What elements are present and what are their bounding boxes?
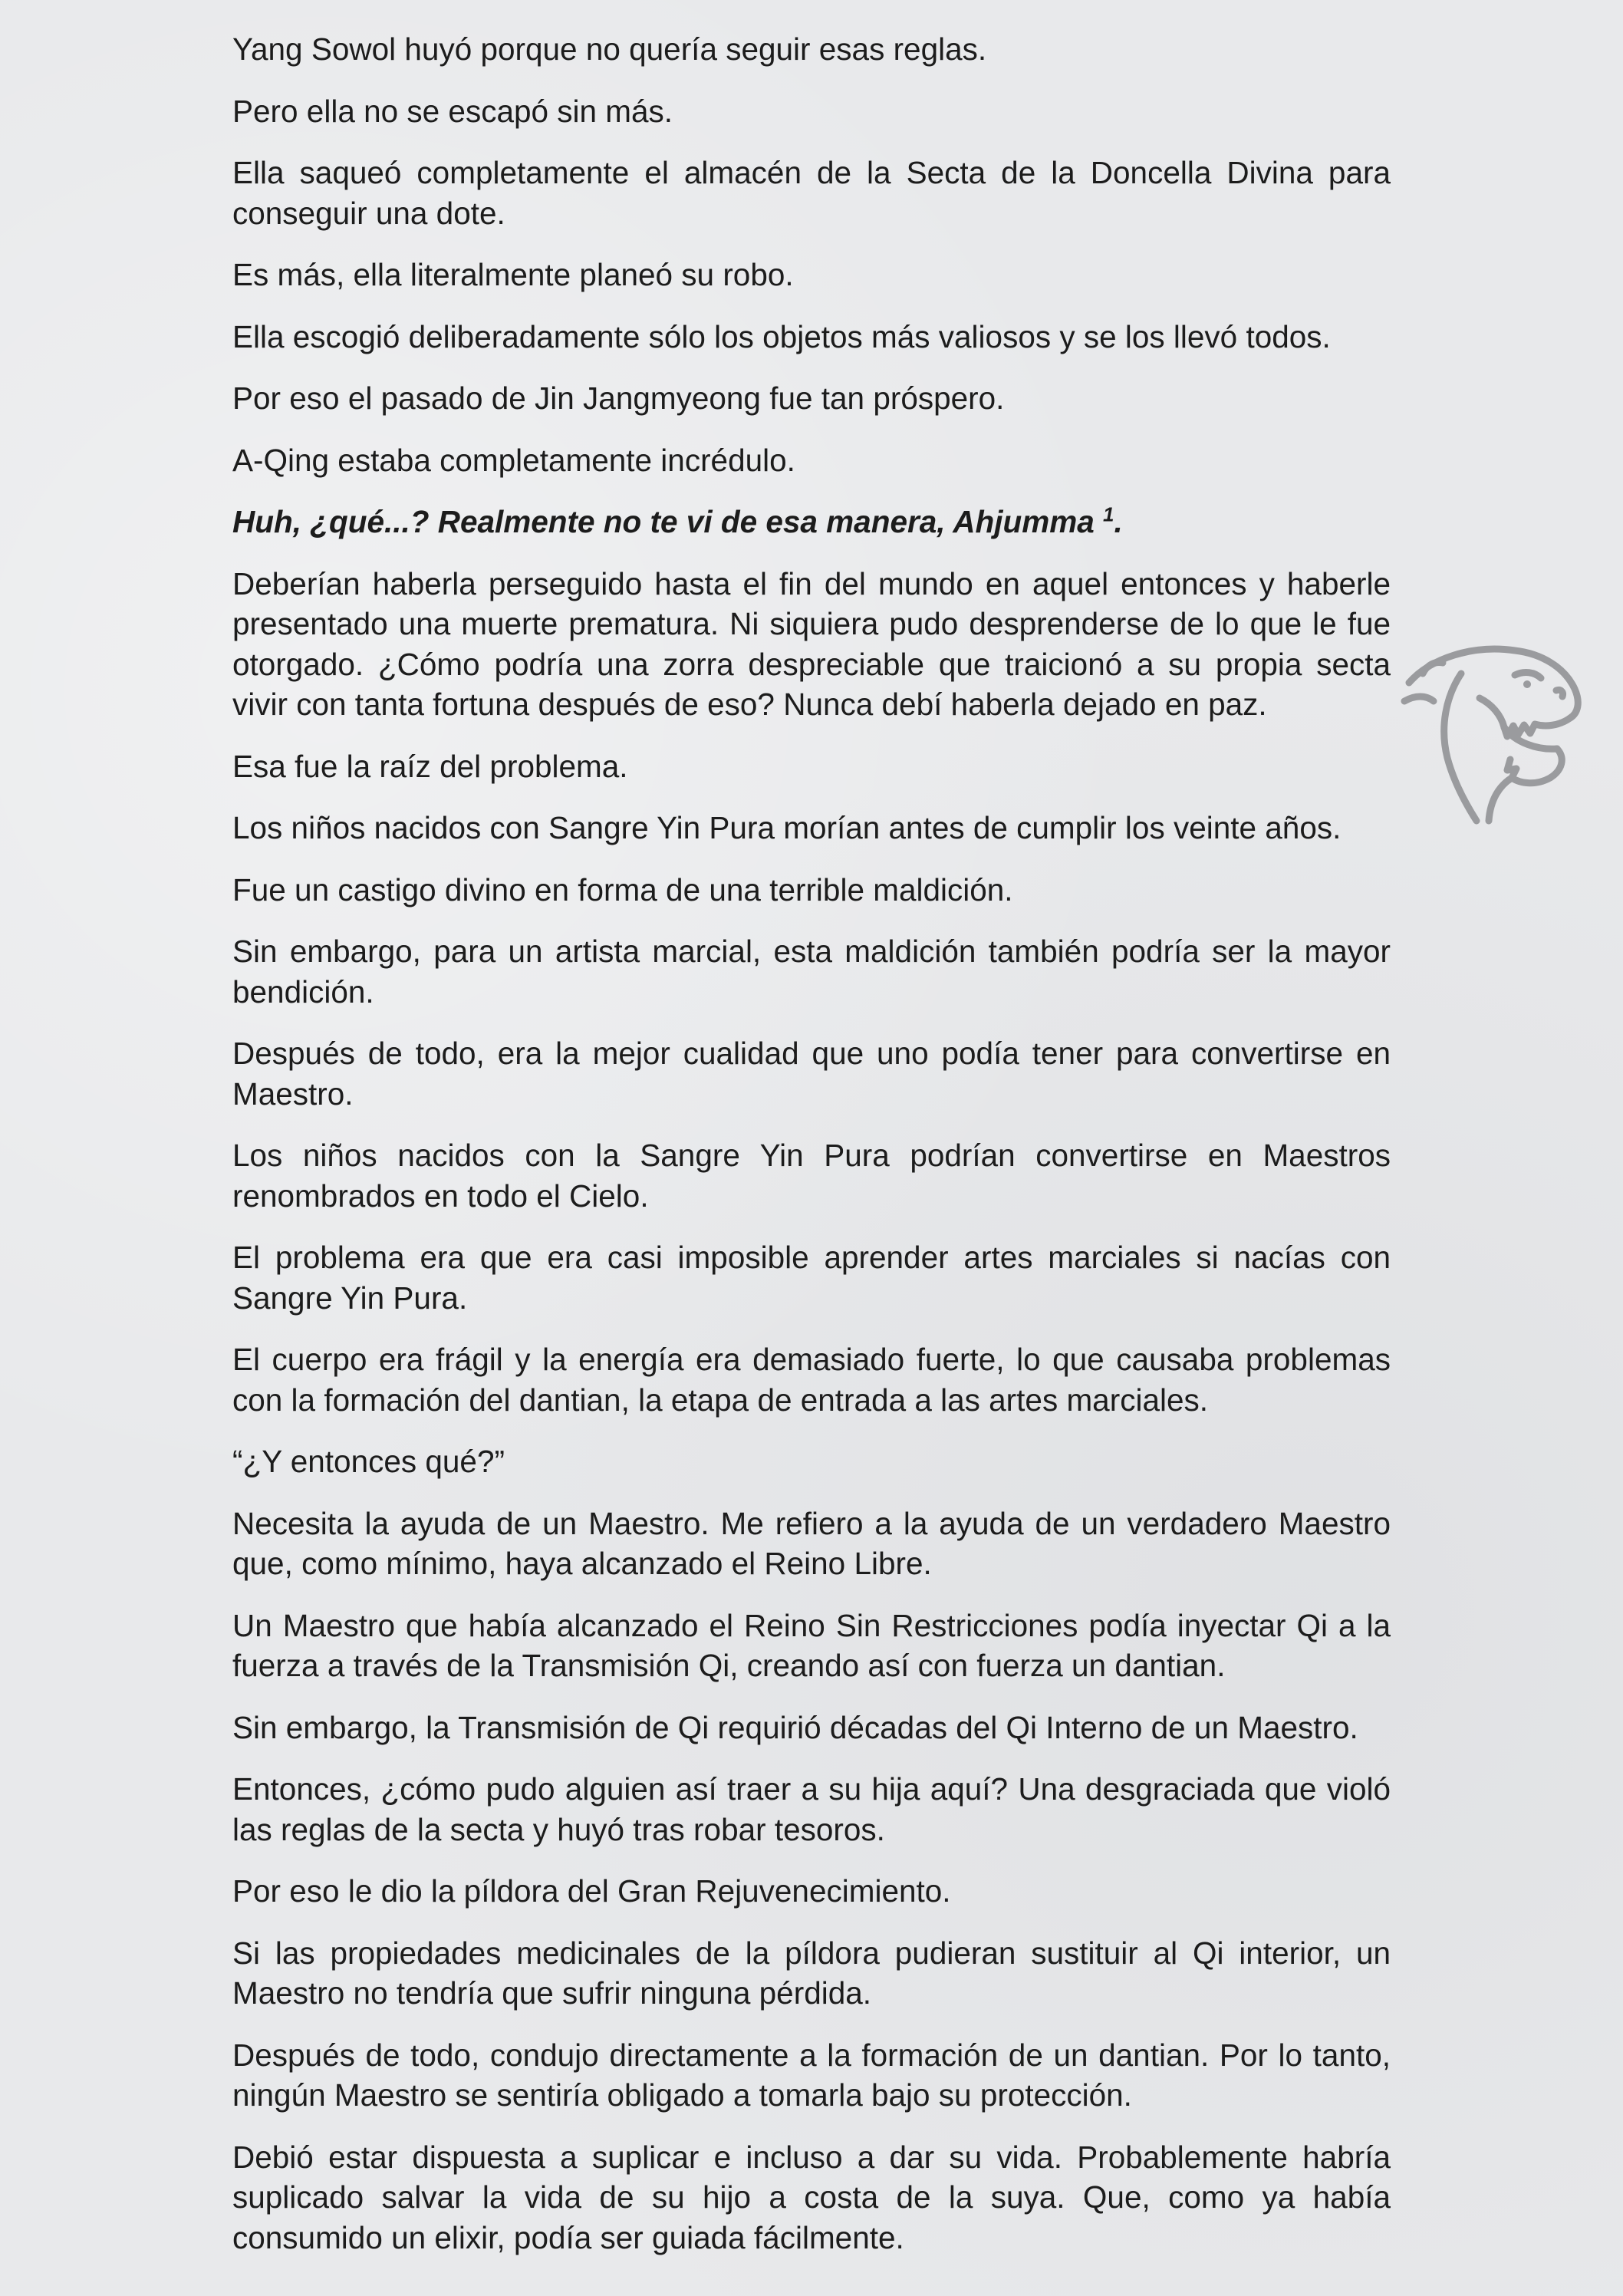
paragraph: Esa fue la raíz del problema. xyxy=(232,748,628,784)
footnote-reference[interactable]: 1 xyxy=(1103,502,1114,526)
paragraph: Un Maestro que había alcanzado el Reino Sin Restricciones podía inyectar Qi a la fuerza a través de la Transmisión Qi, creando así con fuerza un dantian. xyxy=(232,1607,1391,1683)
paragraph: Pero ella no se escapó sin más. xyxy=(232,93,673,129)
paragraph: El problema era que era casi imposible aprender artes marciales si nacías con Sangre Yin Pura. xyxy=(232,1240,1391,1316)
paragraph: Los niños nacidos con la Sangre Yin Pura podrían convertirse en Maestros renombrados en todo el Cielo. xyxy=(232,1138,1391,1214)
paragraph: El cuerpo era frágil y la energía era demasiado fuerte, lo que causaba problemas con la formación del dantian, la etapa de entrada a las artes marciales. xyxy=(232,1342,1391,1418)
paragraph: Yang Sowol huyó porque no quería seguir esas reglas. xyxy=(232,31,987,67)
paragraph: Por eso el pasado de Jin Jangmyeong fue tan próspero. xyxy=(232,380,1005,416)
paragraph: Por eso le dio la píldora del Gran Rejuvenecimiento. xyxy=(232,1873,951,1909)
paragraph: Sin embargo, la Transmisión de Qi requirió décadas del Qi Interno de un Maestro. xyxy=(232,1709,1358,1745)
paragraph: Ella escogió deliberadamente sólo los objetos más valiosos y se los llevó todos. xyxy=(232,318,1331,354)
text-body xyxy=(232,29,1391,2279)
paragraph: Sin embargo, para un artista marcial, esta maldición también podría ser la mayor bendición. xyxy=(232,934,1391,1010)
thought-paragraph xyxy=(232,502,1391,542)
paragraph: A-Qing estaba completamente incrédulo. xyxy=(232,442,795,478)
paragraph: Entonces, ¿cómo pudo alguien así traer a su hija aquí? Una desgraciada que violó las reglas de la secta y huyó tras robar tesoros. xyxy=(232,1771,1391,1847)
paragraph: Debió estar dispuesta a suplicar e incluso a dar su vida. Probablemente habría suplicado salvar la vida de su hijo a costa de la suya. Que, como ya había consumido un elixir, podía ser guiada fácilmente. xyxy=(232,2139,1391,2255)
paragraph: Después de todo, era la mejor cualidad que uno podía tener para convertirse en Maestro. xyxy=(232,1036,1391,1112)
thought-tail: . xyxy=(1114,504,1123,539)
dialogue-paragraph: “¿Y entonces qué?” xyxy=(232,1444,505,1479)
dinosaur-head-icon xyxy=(1400,628,1588,827)
paragraph: Si las propiedades medicinales de la píldora pudieran sustituir al Qi interior, un Maestro no tendría que sufrir ninguna pérdida. xyxy=(232,1935,1391,2011)
paragraph: Fue un castigo divino en forma de una terrible maldición. xyxy=(232,871,1013,908)
paragraph: Los niños nacidos con Sangre Yin Pura morían antes de cumplir los veinte años. xyxy=(232,810,1342,845)
paragraph: Ella saqueó completamente el almacén de la Secta de la Doncella Divina para conseguir una dote. xyxy=(232,155,1391,231)
paragraph: Es más, ella literalmente planeó su robo. xyxy=(232,257,794,292)
paragraph: Necesita la ayuda de un Maestro. Me refiero a la ayuda de un verdadero Maestro que, como mínimo, haya alcanzado el Reino Libre. xyxy=(232,1505,1391,1581)
paragraph: Deberían haberla perseguido hasta el fin del mundo en aquel entonces y haberle presentado una muerte prematura. Ni siquiera pudo desprenderse de lo que le fue otorgado. ¿Cómo podría una zorra despreciable que traicionó a su propia secta vivir con tanta fortuna después de eso? Nunca debí haberla dejado en paz. xyxy=(232,565,1391,722)
paragraph: Después de todo, condujo directamente a la formación de un dantian. Por lo tanto, ningún Maestro se sentiría obligado a tomarla bajo su protección. xyxy=(232,2037,1391,2113)
thought-text: Huh, ¿qué...? Realmente no te vi de esa manera, Ahjumma xyxy=(232,504,1104,539)
